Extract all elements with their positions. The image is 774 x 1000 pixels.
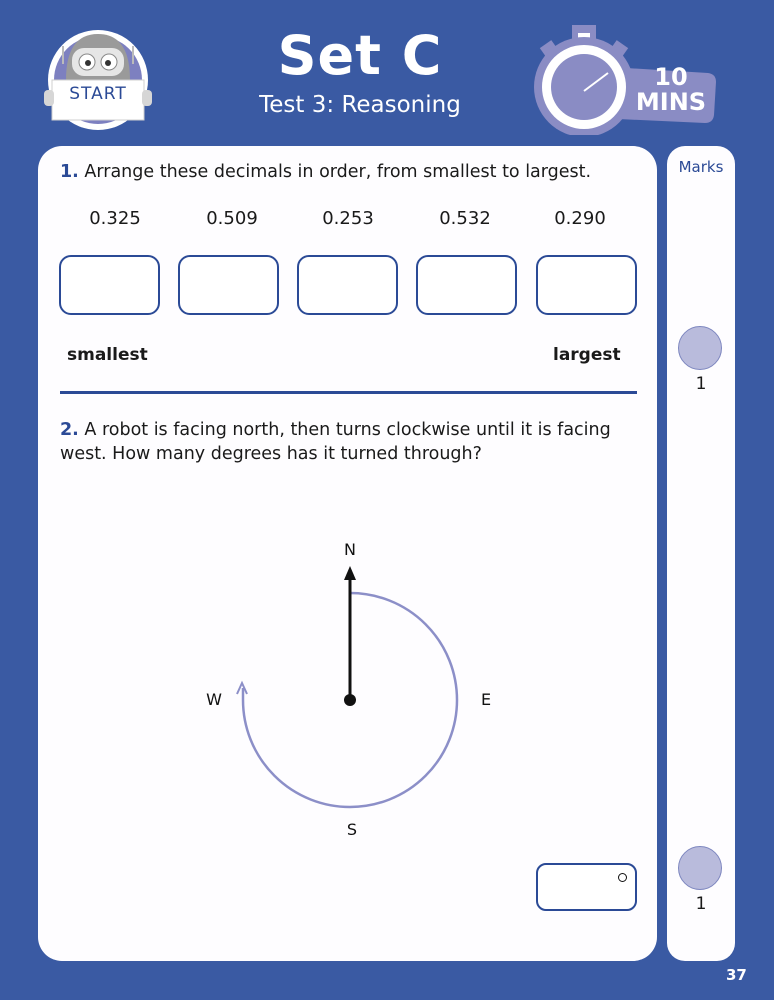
mark-circle-q2[interactable] [678, 846, 722, 890]
question-2-number: 2. [60, 420, 79, 440]
decimal-1: 0.325 [89, 208, 141, 229]
pivot-dot [344, 694, 356, 706]
question-2 [60, 418, 630, 466]
compass-north: N [344, 540, 356, 559]
compass-east: E [480, 690, 492, 709]
decimal-3: 0.253 [322, 208, 374, 229]
robot-icon [38, 18, 158, 130]
compass-south: S [346, 820, 358, 839]
mark-value-q2: 1 [695, 894, 707, 914]
question-2-text: A robot is facing north, then turns clockwise until it is facing west. How many degrees has it turned through? [60, 420, 611, 464]
compass-west: W [206, 690, 222, 709]
largest-label: largest [553, 345, 621, 365]
decimal-5: 0.290 [554, 208, 606, 229]
mark-circle-q1[interactable] [678, 326, 722, 370]
decimal-2: 0.509 [206, 208, 258, 229]
question-divider [60, 391, 637, 394]
order-answer-box-4[interactable] [416, 255, 517, 315]
degree-symbol-icon [618, 873, 627, 882]
question-1 [60, 162, 591, 182]
question-1-text: Arrange these decimals in order, from smallest to largest. [84, 162, 592, 182]
compass-rotation-diagram [190, 530, 510, 850]
mark-value-q1: 1 [695, 374, 707, 394]
north-arrowhead [344, 566, 356, 580]
degrees-answer-box[interactable] [536, 863, 637, 911]
marks-label: Marks [678, 158, 724, 176]
page-title: Set C [277, 24, 443, 87]
timer-value: 10 [654, 63, 688, 91]
order-answer-box-1[interactable] [59, 255, 160, 315]
compass-diagram [190, 530, 510, 850]
timer-badge [528, 15, 728, 135]
marks-column [667, 146, 735, 961]
page-subtitle: Test 3: Reasoning [259, 92, 461, 118]
start-label: START [69, 84, 127, 104]
order-answer-box-5[interactable] [536, 255, 637, 315]
order-answer-box-3[interactable] [297, 255, 398, 315]
smallest-label: smallest [67, 345, 148, 365]
decimal-4: 0.532 [439, 208, 491, 229]
question-1-number: 1. [60, 162, 79, 182]
start-badge [38, 18, 158, 130]
timer-unit: MINS [635, 88, 707, 116]
order-answer-box-2[interactable] [178, 255, 279, 315]
page-number: 37 [726, 966, 747, 984]
